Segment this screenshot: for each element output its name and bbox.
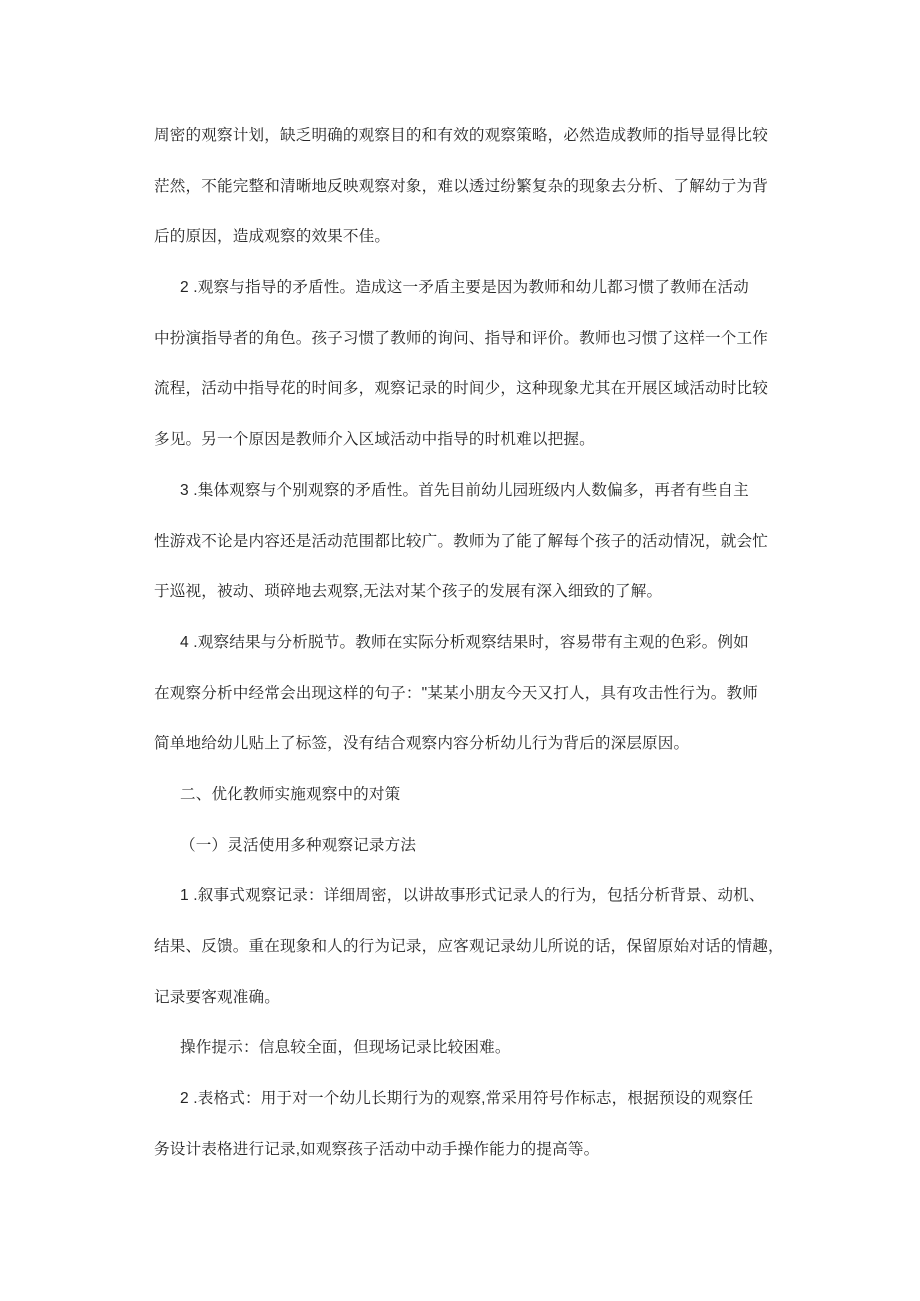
text-line: 多见。另一个原因是教师介入区域活动中指导的时机难以把握。: [154, 431, 595, 449]
text-line: 结果、反馈。重在现象和人的行为记录，应客观记录幼儿所说的话，保留原始对话的情趣，: [154, 938, 784, 955]
paragraph-tip: [154, 1023, 774, 1074]
paragraph-numbered-item-3: [154, 466, 774, 618]
document-content: [154, 111, 784, 1175]
paragraph-numbered-item-2: [154, 263, 774, 466]
section-heading: [154, 770, 774, 821]
paragraph-numbered-item-2b: [154, 1074, 774, 1175]
text-line: 4 .观察结果与分析脱节。教师在实际分析观察结果时，容易带有主观的色彩。例如: [180, 633, 749, 651]
tip-text-line: 操作提示：信息较全面，但现场记录比较困难。: [180, 1039, 511, 1057]
text-line: 中扮演指导者的角色。孩子习惯了教师的询问、指导和评价。教师也习惯了这样一个工作: [154, 329, 769, 347]
text-line: 2 .观察与指导的矛盾性。造成这一矛盾主要是因为教师和幼儿都习惯了教师在活动: [180, 279, 749, 297]
text-line: 性游戏不论是内容还是活动范围都比较广。教师为了能了解每个孩子的活动情况，就会忙: [154, 532, 769, 550]
text-line: 1 .叙事式观察记录：详细周密，以讲故事形式记录人的行为，包括分析背景、动机、: [180, 887, 765, 905]
text-line: 于巡视，被动、琐碎地去观察,无法对某个孩子的发展有深入细致的了解。: [154, 583, 663, 601]
section-heading-text: 二、优化教师实施观察中的对策: [180, 785, 401, 803]
text-line: 3 .集体观察与个别观察的矛盾性。首先目前幼儿园班级内人数偏多，再者有些自主: [180, 481, 749, 499]
paragraph-numbered-item-4: [154, 618, 774, 770]
text-line: 2 .表格式：用于对一个幼儿长期行为的观察,常采用符号作标志，根据预设的观察任: [180, 1090, 754, 1108]
text-line: 记录要客观准确。: [154, 988, 280, 1006]
subsection-heading-text: （一）灵活使用多种观察记录方法: [180, 836, 417, 854]
text-line: 务设计表格进行记录,如观察孩子活动中动手操作能力的提高等。: [154, 1140, 600, 1158]
paragraph-numbered-item-1: [154, 871, 784, 1023]
text-line: 简单地给幼儿贴上了标签，没有结合观察内容分析幼儿行为背后的深层原因。: [154, 735, 690, 753]
subsection-heading: [154, 821, 774, 872]
paragraph-continuation: [154, 111, 774, 263]
text-line: 周密的观察计划，缺乏明确的观察目的和有效的观察策略，必然造成教师的指导显得比较: [154, 127, 769, 144]
text-line: 流程，活动中指导花的时间多，观察记录的时间少，这种现象尤其在开展区域活动时比较: [154, 380, 769, 398]
text-line: 茫然，不能完整和清晰地反映观察对象，难以透过纷繁复杂的现象去分析、了解幼亍为背: [154, 177, 769, 195]
text-line: 在观察分析中经常会出现这样的句子："某某小朋友今天又打人，具有攻击性行为。教师: [154, 684, 758, 702]
text-line: 后的原因，造成观察的效果不佳。: [154, 228, 391, 246]
